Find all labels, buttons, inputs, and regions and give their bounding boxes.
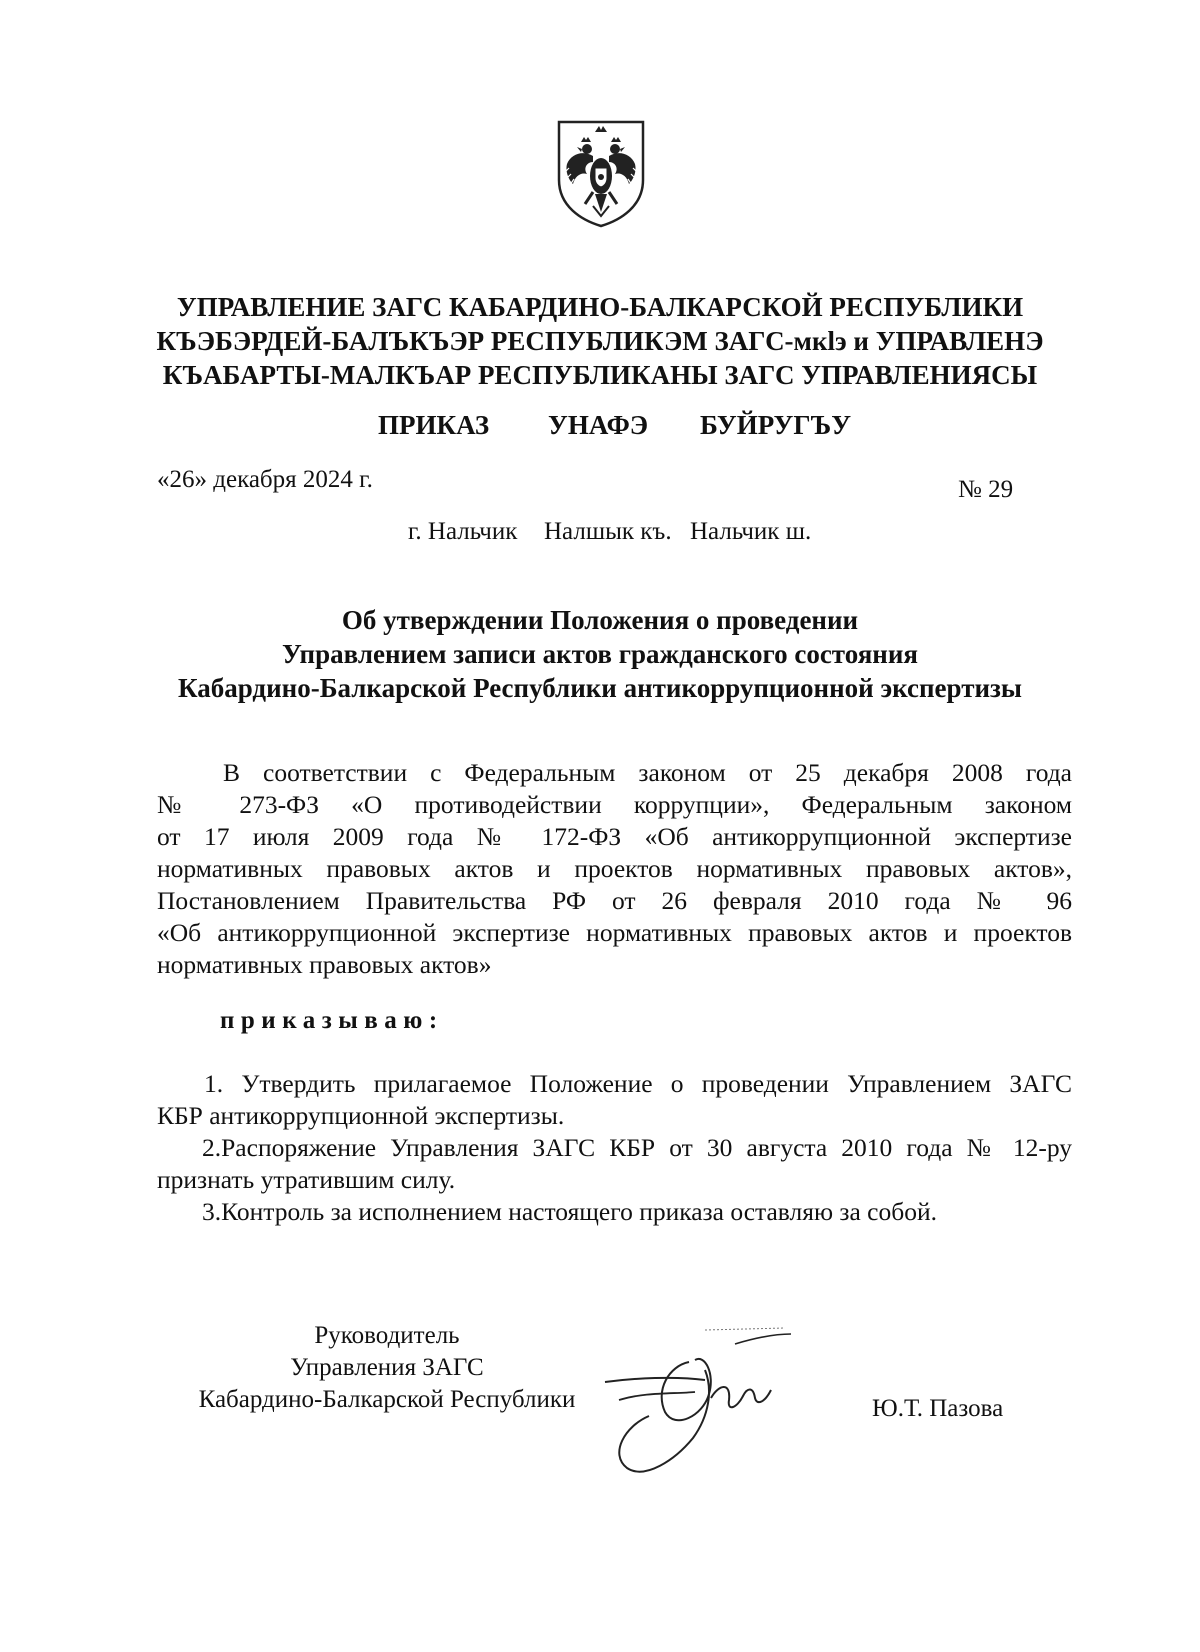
preamble-paragraph xyxy=(157,757,1072,981)
city-kbd: Налшык къ. xyxy=(544,518,672,545)
order-item-2-line: признать утратившим силу. xyxy=(157,1165,456,1194)
preamble-line: В соответствии с Федеральным законом от 25 декабря 2008 года xyxy=(223,758,1072,787)
organization-header xyxy=(0,290,1200,392)
order-type-heading xyxy=(0,410,1200,442)
position-line: Управления ЗАГС xyxy=(290,1354,484,1381)
preamble-line: нормативных правовых актов и проектов нормативных правовых актов», xyxy=(157,854,1072,883)
city-ru: г. Нальчик xyxy=(408,518,518,545)
title-line: Управлением записи актов гражданского состояния xyxy=(281,639,919,669)
decree-word: приказываю: xyxy=(220,1007,444,1034)
preamble-line: от 17 июля 2009 года № 172-ФЗ «Об антикоррупционной экспертизе xyxy=(157,822,1072,851)
preamble-line: Постановлением Правительства РФ от 26 февраля 2010 года № 96 xyxy=(157,886,1072,915)
title-line: Кабардино-Балкарской Республики антикоррупционной экспертизы xyxy=(178,673,1022,703)
double-headed-eagle-icon xyxy=(555,118,647,228)
preamble-line: «Об антикоррупционной экспертизе нормативных правовых актов и проектов xyxy=(157,918,1072,947)
order-item-1-line: 1. Утвердить прилагаемое Положение о проведении Управлением ЗАГС xyxy=(204,1069,1072,1098)
order-item-3-line: 3.Контроль за исполнением настоящего приказа оставляю за собой. xyxy=(202,1197,937,1226)
order-number: № 29 xyxy=(958,476,1014,503)
order-type-kbd: УНАФЭ xyxy=(548,410,649,440)
preamble-line: нормативных правовых актов» xyxy=(157,950,492,979)
signatory-position xyxy=(157,1320,617,1416)
order-type-krc: БУЙРУГЪУ xyxy=(700,410,852,440)
position-line: Руководитель xyxy=(314,1322,460,1349)
title-line: Об утверждении Положения о проведении xyxy=(341,605,859,635)
city-line xyxy=(0,518,1200,550)
org-line: КЪЭБЭРДЕЙ-БАЛЪКЪЭР РЕСПУБЛИКЭМ ЗАГС-мкlэ и УПРАВЛЕНЭ xyxy=(156,326,1044,356)
signatory-name: Ю.Т. Пазова xyxy=(872,1395,1004,1422)
order-item-1-line: КБР антикоррупционной экспертизы. xyxy=(157,1101,565,1130)
org-line: УПРАВЛЕНИЕ ЗАГС КАБАРДИНО-БАЛКАРСКОЙ РЕСПУБЛИКИ xyxy=(176,292,1024,322)
order-date: «26» декабря 2024 г. xyxy=(157,466,373,493)
org-line: КЪАБАРТЫ-МАЛКЪАР РЕСПУБЛИКАНЫ ЗАГС УПРАВЛЕНИЯСЫ xyxy=(162,360,1038,390)
order-item-2-line: 2.Распоряжение Управления ЗАГС КБР от 30 августа 2010 года № 12-ру xyxy=(202,1133,1072,1162)
city-krc: Нальчик ш. xyxy=(690,518,812,545)
preamble-line: № 273-ФЗ «О противодействии коррупции», Федеральным законом xyxy=(157,790,1072,819)
order-type-ru: ПРИКАЗ xyxy=(378,410,490,440)
handwritten-signature xyxy=(585,1320,815,1490)
coat-of-arms-emblem xyxy=(555,118,647,228)
position-line: Кабардино-Балкарской Республики xyxy=(198,1386,576,1413)
order-items xyxy=(157,1068,1072,1228)
document-title xyxy=(0,603,1200,705)
